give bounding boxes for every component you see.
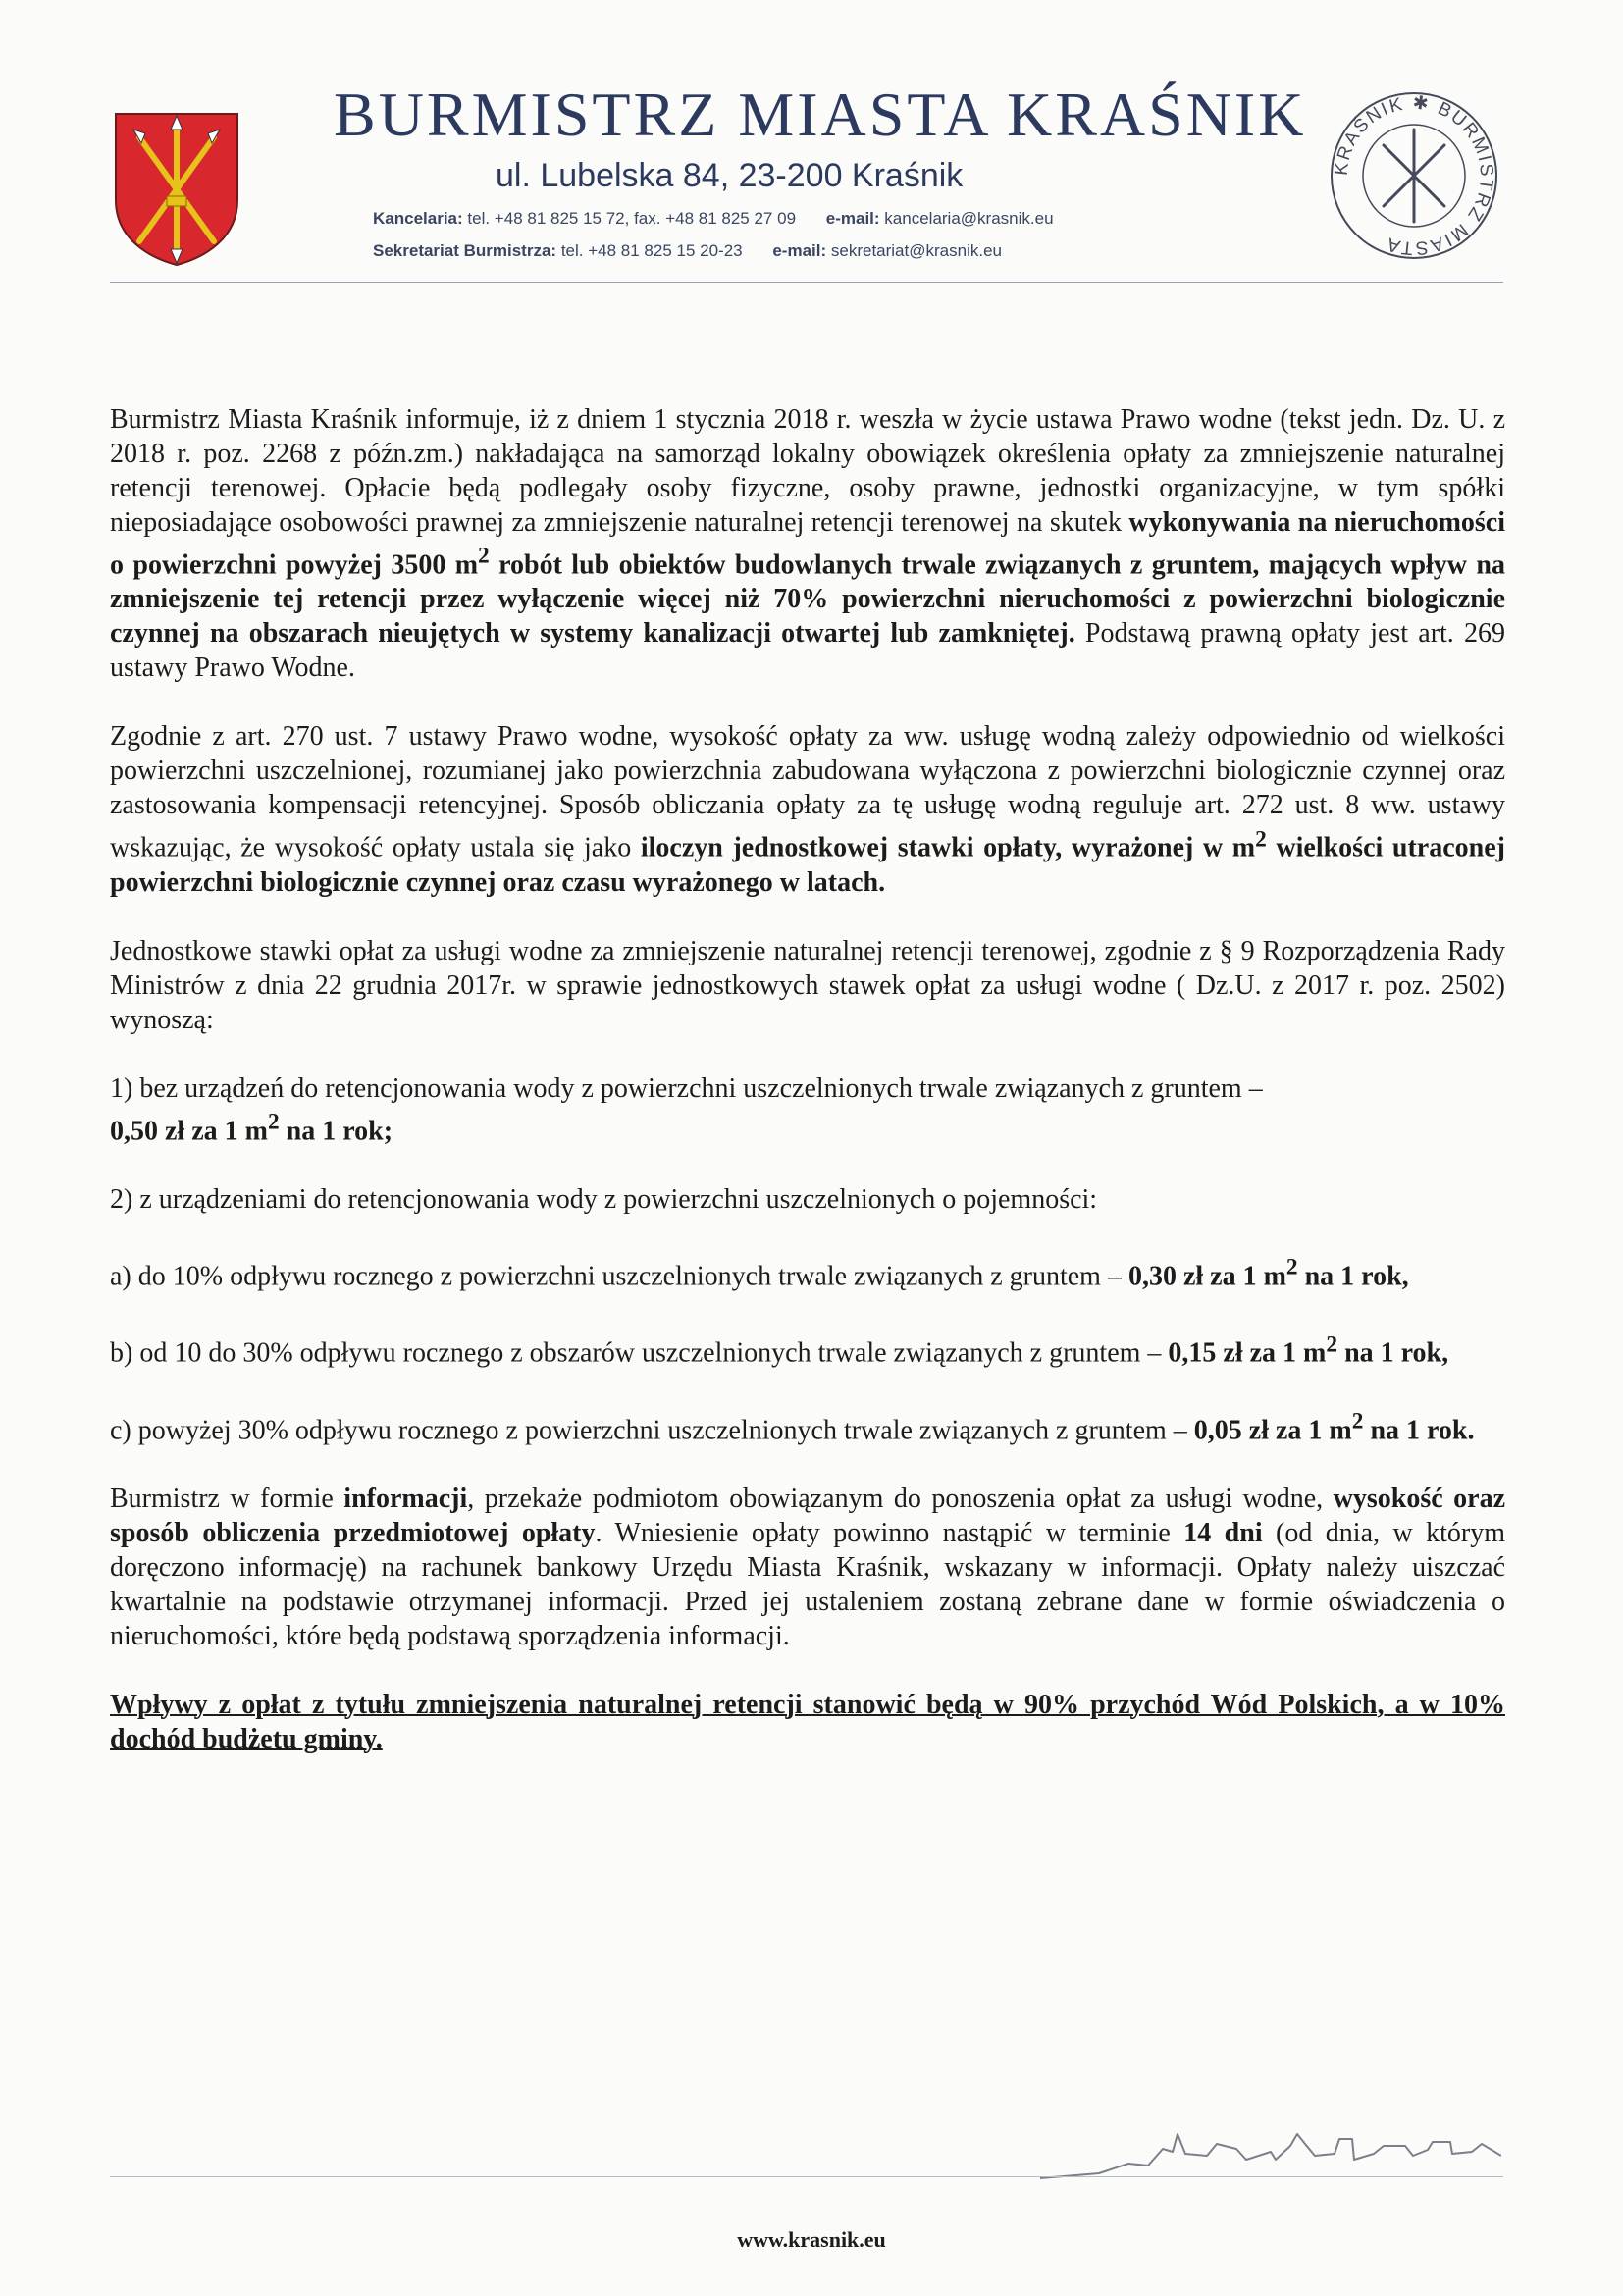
rate-item-b xyxy=(110,1328,1505,1370)
intro-sup: 2 xyxy=(478,544,490,569)
sekretariat-phone: tel. +48 81 825 15 20-23 xyxy=(560,241,743,260)
payment-bold-informacji: informacji xyxy=(343,1483,468,1514)
rate-item-b-value: 0,15 zł za 1 m xyxy=(1168,1337,1327,1369)
calculation-text: Zgodnie z art. 270 ust. 7 ustawy Prawo wodne, wysokość opłaty za ww. usługę wodną zależy odpowiednio od wielkości powierzchni uszczelnionej, rozumianej jako powierzchnia zabudowana wyłączona z powierzchni biologicznie czynnej oraz zastosowania kompensacji retencyjnej. Sposób obliczania opłaty za tę usługę wodną reguluje art. 272 ust. 8 ww. ustawy wskazując, że wysokość opłaty ustala się jako xyxy=(110,721,1505,863)
rate-item-c-value: 0,05 zł za 1 m xyxy=(1193,1414,1352,1445)
svg-text:KRAŚNIK ✱ BURMISTRZ MIASTA: KRAŚNIK ✱ BURMISTRZ MIASTA xyxy=(1331,92,1497,259)
letterhead-title: BURMISTRZ MIASTA KRAŚNIK xyxy=(334,79,1307,149)
intro-legal-basis: Podstawą prawną opłaty jest art. 269 ustawy Prawo Wodne. xyxy=(110,618,1506,684)
payment-text-2: , przekaże podmiotom obowiązanym do ponoszenia opłat za usługi wodne, xyxy=(467,1483,1334,1514)
intro-bold-1: wykonywania na nieruchomości o powierzchni powyżej 3500 m xyxy=(110,507,1505,581)
letterhead-address: ul. Lubelska 84, 23-200 Kraśnik xyxy=(496,157,964,194)
rate-item-c-sup: 2 xyxy=(1351,1408,1364,1435)
payment-bold-deadline: 14 dni xyxy=(1183,1517,1263,1548)
rate-item-b-unit: na 1 rok, xyxy=(1337,1337,1449,1369)
kancelaria-email: kancelaria@krasnik.eu xyxy=(884,209,1054,228)
rate-item-a-text: a) do 10% odpływu rocznego z powierzchni uszczelnionych trwale związanych z gruntem – xyxy=(110,1261,1128,1292)
kancelaria-contact-line xyxy=(373,209,1054,229)
sekretariat-email: sekretariat@krasnik.eu xyxy=(830,241,1002,260)
payment-text-4: (od dnia, w którym doręczono informację) na rachunek bankowy Urzędu Miasta Kraśnik, wskazany w informacji. Opłaty należy uiszczać kwartalnie na podstawie otrzymanej informacji. Przed jej ustaleniem zostaną zebrane dane w formie oświadczenia o nieruchomości, które będą podstawą sporządzenia informacji. xyxy=(110,1517,1505,1651)
rate-item-c-text: c) powyżej 30% odpływu rocznego z powierzchni uszczelnionych trwale związanych z gruntem – xyxy=(110,1414,1194,1445)
rate-item-a-sup: 2 xyxy=(1285,1254,1298,1280)
kancelaria-email-label: e-mail: xyxy=(825,209,880,228)
payment-text-1: Burmistrz w formie xyxy=(110,1483,344,1514)
mayor-seal-stamp xyxy=(1327,88,1501,263)
rate-item-1-value: 0,50 zł za 1 m xyxy=(110,1115,268,1146)
payment-text-3: . Wniesienie opłaty powinno nastąpić w terminie xyxy=(595,1517,1184,1548)
letterhead-divider xyxy=(110,282,1503,283)
rate-item-a-value: 0,30 zł za 1 m xyxy=(1127,1261,1286,1292)
rate-item-1-text: 1) bez urządzeń do retencjonowania wody z powierzchni uszczelnionych trwale związanych z gruntem – xyxy=(110,1072,1263,1104)
footer-website: www.krasnik.eu xyxy=(737,2227,886,2252)
rate-item-1-sup: 2 xyxy=(267,1109,280,1135)
rate-item-2: 2) z urządzeniami do retencjonowania wody z powierzchni uszczelnionych o pojemności: xyxy=(110,1183,1098,1215)
coat-of-arms-logo xyxy=(112,110,241,267)
paragraph-calculation xyxy=(110,719,1505,899)
paragraph-revenue-split: Wpływy z opłat z tytułu zmniejszenia naturalnej retencji stanowić będą w 90% przychód Wód Polskich, a w 10% dochód budżetu gminy. xyxy=(110,1689,1505,1754)
sekretariat-contact-line xyxy=(373,241,1002,261)
paragraph-intro xyxy=(110,402,1505,685)
rate-item-b-sup: 2 xyxy=(1326,1331,1338,1358)
document-body xyxy=(110,402,1505,1791)
payment-bold-amount: wysokość oraz sposób obliczenia przedmiotowej opłaty xyxy=(110,1483,1506,1548)
calculation-sup: 2 xyxy=(1255,826,1267,853)
rate-item-a xyxy=(110,1251,1505,1293)
rate-item-c xyxy=(110,1405,1505,1447)
footer-divider xyxy=(110,2176,1503,2177)
rate-item-1-unit: na 1 rok; xyxy=(279,1115,393,1146)
intro-text: Burmistrz Miasta Kraśnik informuje, iż z dniem 1 stycznia 2018 r. weszła w życie ustawa Prawo wodne (tekst jedn. Dz. U. z 2018 r. poz. 2268 z późn.zm.) nakładająca na samorząd lokalny obowiązek określenia opłaty za zmniejszenie naturalnej retencji terenowej. Opłacie będą podlegały osoby fizyczne, osoby prawne, jednostki organizacyjne, w tym spółki nieposiadające osobowości prawnej za zmniejszenie naturalnej retencji terenowej na skutek xyxy=(110,404,1505,538)
rate-item-b-text: b) od 10 do 30% odpływu rocznego z obszarów uszczelnionych trwale związanych z gruntem – xyxy=(110,1337,1169,1369)
rate-item-1 xyxy=(110,1071,1505,1148)
kancelaria-label: Kancelaria: xyxy=(373,209,463,228)
intro-bold-2: robót lub obiektów budowlanych trwale związanych z gruntem, mających wpływ na zmniejszenie tej retencji przez wyłączenie więcej niż 70% powierzchni nieruchomości z powierzchni biologicznie czynnej na obszarach nieujętych w systemy kanalizacji otwartej lub zamkniętej. xyxy=(110,549,1505,650)
rate-item-c-unit: na 1 rok. xyxy=(1363,1414,1475,1445)
rate-item-a-unit: na 1 rok, xyxy=(1297,1261,1409,1292)
paragraph-payment xyxy=(110,1482,1505,1653)
calculation-bold-2: wielkości utraconej powierzchni biologicznie czynnej oraz czasu wyrażonego w latach. xyxy=(110,832,1505,898)
calculation-bold-1: iloczyn jednostkowej stawki opłaty, wyrażonej w m xyxy=(640,832,1256,863)
sekretariat-email-label: e-mail: xyxy=(772,241,827,260)
kancelaria-phone: tel. +48 81 825 15 72, fax. +48 81 825 27 09 xyxy=(467,209,797,228)
sekretariat-label: Sekretariat Burmistrza: xyxy=(373,241,557,260)
paragraph-rates-intro: Jednostkowe stawki opłat za usługi wodne za zmniejszenie naturalnej retencji terenowej, zgodnie z § 9 Rozporządzenia Rady Ministrów z dnia 22 grudnia 2017r. w sprawie jednostkowych stawek opłat za usługi wodne ( Dz.U. z 2017 r. poz. 2502) wynoszą: xyxy=(110,935,1505,1035)
town-skyline-decoration xyxy=(1040,2095,1501,2183)
